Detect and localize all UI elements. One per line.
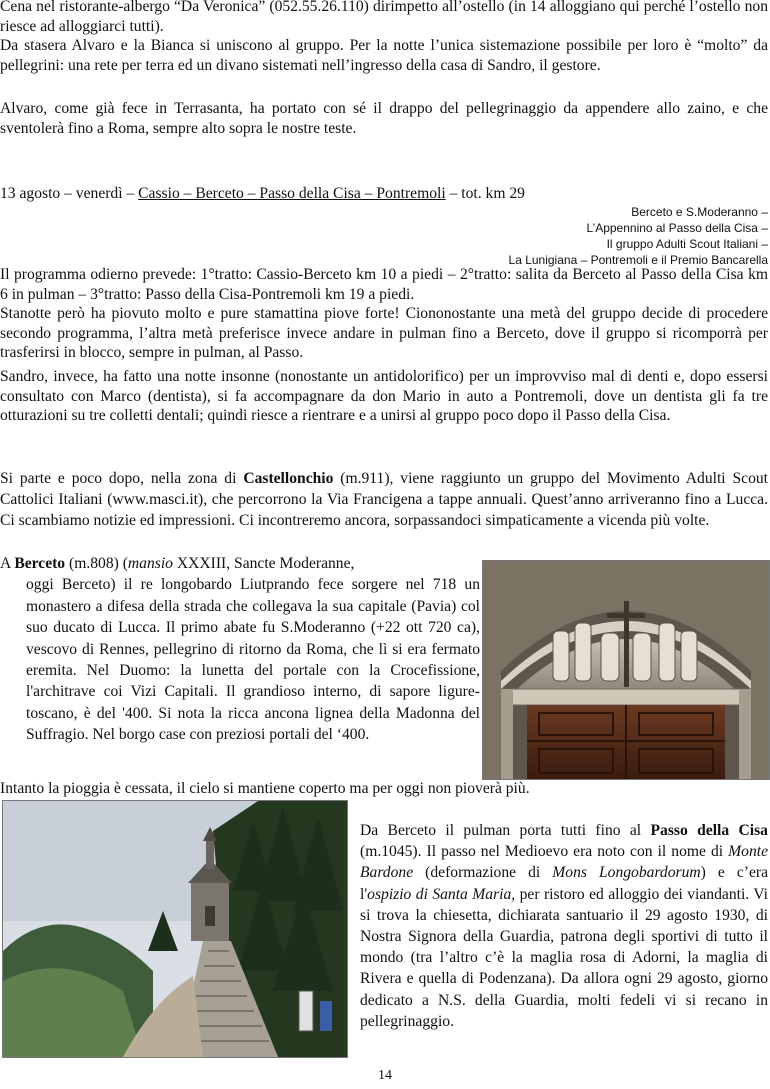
paragraph-pioggia: Stanotte però ha piovuto molto e pure stamattina piove forte! Ciononostante una metà del gruppo decide di procedere secondo programma, l’altra metà preferisce invece andare in pulman fino a Berceto, dove il gruppo si ricomporrà per trasferirsi in blocco, sempre in pulman, al Passo.: [0, 305, 768, 362]
berceto-rest: oggi Berceto) il re longobardo Liutprando fece sorgere nel 718 un monastero a difesa della strada che collegava la sua capitale (Pavia) col suo ducato di Lucca. Il primo abate fu S.Moderanno (+22 ott 720 ca), vescovo di Rennes, pellegrino di ritorno da Roma, che lì si era fermato eremita. Nel Duomo: la lunetta del portale con la Crocefissione, l'architrave coi Vizi Capitali. Il grandioso interno, di sapore ligure-toscano, è del '400. Si nota la ricca ancona lignea della Madonna del Suffragio. Nel borgo case con preziosi portali del ‘400.: [26, 576, 480, 744]
caption-line: L’Appennino al Passo della Cisa –: [586, 221, 768, 235]
cisa-text-b: (m.1045). Il passo nel Medioevo era noto con il nome di: [360, 843, 729, 861]
masci-text-b: (m.911), viene raggiunto un gruppo del Movimento Adulti Scout Cattolici Italiani (www.masci.it), che percorrono la Via Francigena a tappe annuali. Quest’anno arriveranno fino a Lucca. Ci scambiamo notizie ed impressioni. Ci incontreremo ancora, sorpassandoci simpaticamente a vicenda più volte.: [0, 470, 769, 529]
caption-line: Il gruppo Adulti Scout Italiani –: [606, 237, 768, 251]
day-captions: [509, 204, 768, 268]
paragraph-sandro: Sandro, invece, ha fatto una notte insonne (nonostante un antidolorifico) per un improvviso mal di denti e, dopo essersi consultato con Marco (dentista), si fa accompagnare da don Mario in auto a Pontremoli, dove un dentista gli fa tre otturazioni su tre colletti dentali; quindi riesce a rientrare e a unirsi al gruppo poco dopo il Passo della Cisa.: [0, 368, 768, 425]
day-date: 13 agosto – venerdì –: [0, 185, 139, 202]
paragraph-passo-cisa: [360, 820, 768, 1032]
cisa-passo: Passo della Cisa: [650, 822, 768, 839]
paragraph-pioggia-cessata: Intanto la pioggia è cessata, il cielo si mantiene coperto ma per oggi non pioverà più.: [0, 780, 530, 797]
day-route: Cassio – Berceto – Passo della Cisa – Pontremoli: [138, 185, 446, 202]
berceto-first-line: [0, 553, 480, 574]
berceto-name: Berceto: [14, 555, 66, 572]
paragraph-berceto: [0, 553, 480, 746]
berceto-text-b: (m.808) (: [65, 555, 128, 572]
day-heading: [0, 184, 525, 204]
caption-line: La Lunigiana – Pontremoli e il Premio Bancarella: [508, 253, 768, 267]
masci-text-a: Si parte e poco dopo, nella zona di: [0, 470, 244, 487]
paragraph-cena: Cena nel ristorante-albergo “Da Veronica” (052.55.26.110) dirimpetto all’ostello (in 14 alloggiano qui perché l’ostello non riesce ad alloggiarci tutti).: [0, 0, 768, 35]
berceto-mansio: mansio: [127, 555, 173, 572]
masci-place: Castellonchio: [243, 470, 334, 487]
cisa-ospizio: ospizio di Santa Maria: [367, 885, 512, 903]
passo-cisa-photo: [2, 800, 348, 1058]
day-total: – tot. km 29: [445, 185, 525, 202]
paragraph-masci: [0, 469, 768, 531]
paragraph-alvaro-bianca: Da stasera Alvaro e la Bianca si uniscono al gruppo. Per la notte l’unica sistemazione possibile per loro è “molto” da pellegrini: una rete per terra ed un divano sistemati nell’ingresso della casa di Sandro, il gestore.: [0, 37, 768, 74]
page-number: 14: [378, 1068, 392, 1083]
berceto-portal-photo: [482, 560, 770, 780]
cisa-text-c: (deformazione di: [413, 864, 553, 882]
cisa-text-d: ) e c’era l': [360, 864, 768, 903]
cisa-monte-bardone: Monte Bardone: [360, 843, 768, 882]
caption-line: Berceto e S.Moderanno –: [631, 205, 768, 219]
cisa-text-e: , per ristoro ed alloggio dei viandanti. Vi si trova la chiesetta, dichiarata santuario il 29 agosto 1930, di Nostra Signora della Guardia, patrona degli sportivi di tutto il mondo (tra l’altro c’è la maglia rosa di Adorni, la maglia di Rivera e quella di Podenzana). Da allora ogni 29 agosto, giorno dedicato a N.S. della Guardia, molti fedeli vi si recano in pellegrinaggio.: [360, 885, 768, 1030]
berceto-text-a: A: [0, 555, 15, 572]
cisa-text-a: Da Berceto il pulman porta tutti fino al: [360, 822, 651, 839]
paragraph-drappo: Alvaro, come già fece in Terrasanta, ha portato con sé il drappo del pellegrinaggio da appendere allo zaino, e che sventolerà fino a Roma, sempre alto sopra le nostre teste.: [0, 100, 768, 137]
paragraph-programma: Il programma odierno prevede: 1°tratto: Cassio-Berceto km 10 a piedi – 2°tratto: salita da Berceto al Passo della Cisa km 6 in pulman – 3°tratto: Passo della Cisa-Pontremoli km 19 a piedi.: [0, 266, 768, 303]
cisa-mons-longobardorum: Mons Longobardorum: [552, 864, 701, 882]
berceto-text-c: XXXIII, Sancte Moderanne,: [172, 555, 355, 572]
